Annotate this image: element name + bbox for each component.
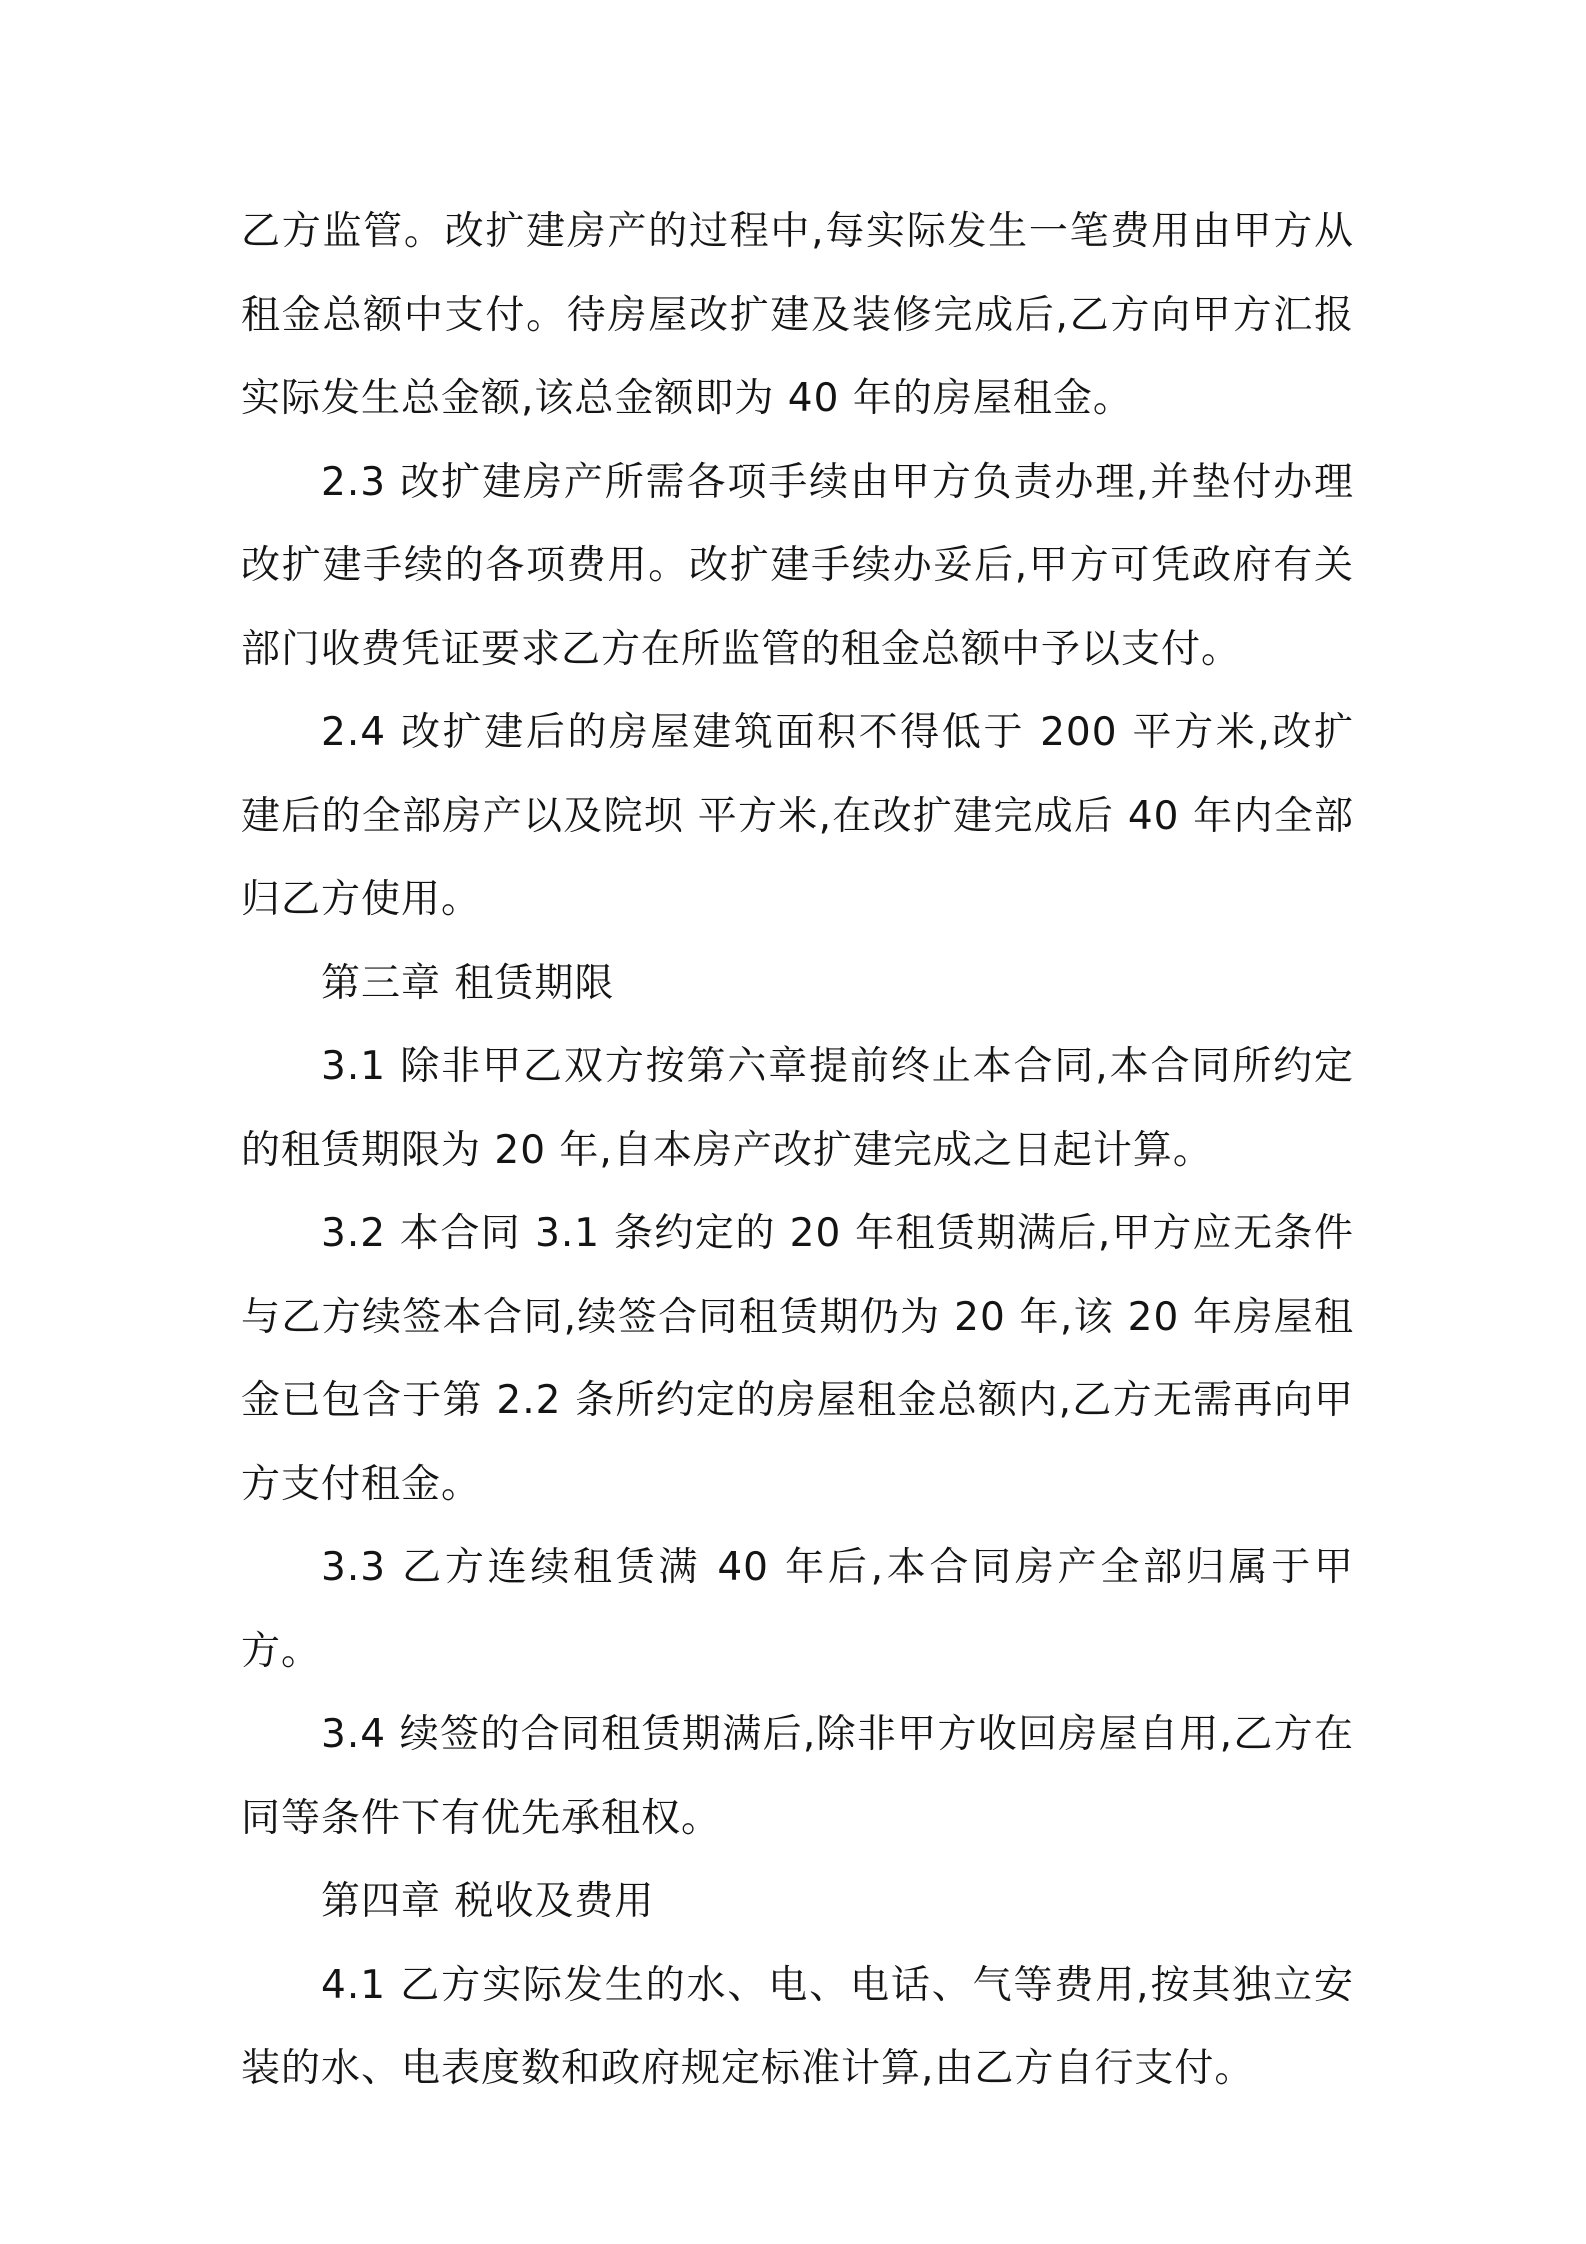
- clause-3-3: 3.3 乙方连续租赁满 40 年后,本合同房产全部归属于甲方。: [241, 1545, 1354, 1674]
- chapter-3-heading: 第三章 租赁期限: [321, 960, 615, 1006]
- clause-2-4: 2.4 改扩建后的房屋建筑面积不得低于 200 平方米,改扩建后的全部房产以及院坝 平方米,在改扩建完成后 40 年内全部归乙方使用。: [241, 710, 1354, 922]
- clause-2-3: 2.3 改扩建房产所需各项手续由甲方负责办理,并垫付办理改扩建手续的各项费用。改扩建手续办妥后,甲方可凭政府有关部门收费凭证要求乙方在所监管的租金总额中予以支付。: [241, 459, 1354, 672]
- chapter-4-heading: 第四章 税收及费用: [321, 1879, 655, 1924]
- clause-3-1: 3.1 除非甲乙双方按第六章提前终止本合同,本合同所约定的租赁期限为 20 年,自本房产改扩建完成之日起计算。: [241, 1044, 1354, 1173]
- clause-3-4: 3.4 续签的合同租赁期满后,除非甲方收回房屋自用,乙方在同等条件下有优先承租权。: [241, 1712, 1354, 1841]
- paragraph-continuation: 乙方监管。改扩建房产的过程中,每实际发生一笔费用由甲方从租金总额中支付。待房屋改扩建及装修完成后,乙方向甲方汇报实际发生总金额,该总金额即为 40 年的房屋租金。: [241, 209, 1354, 421]
- clause-4-1: 4.1 乙方实际发生的水、电、电话、气等费用,按其独立安装的水、电表度数和政府规定标准计算,由乙方自行支付。: [241, 1962, 1354, 2091]
- contract-body: [241, 190, 1354, 2111]
- clause-3-2: 3.2 本合同 3.1 条约定的 20 年租赁期满后,甲方应无条件与乙方续签本合同,续签合同租赁期仍为 20 年,该 20 年房屋租金已包含于第 2.2 条所约定的房屋租金总额内,乙方无需再向甲方支付租金。: [241, 1211, 1354, 1507]
